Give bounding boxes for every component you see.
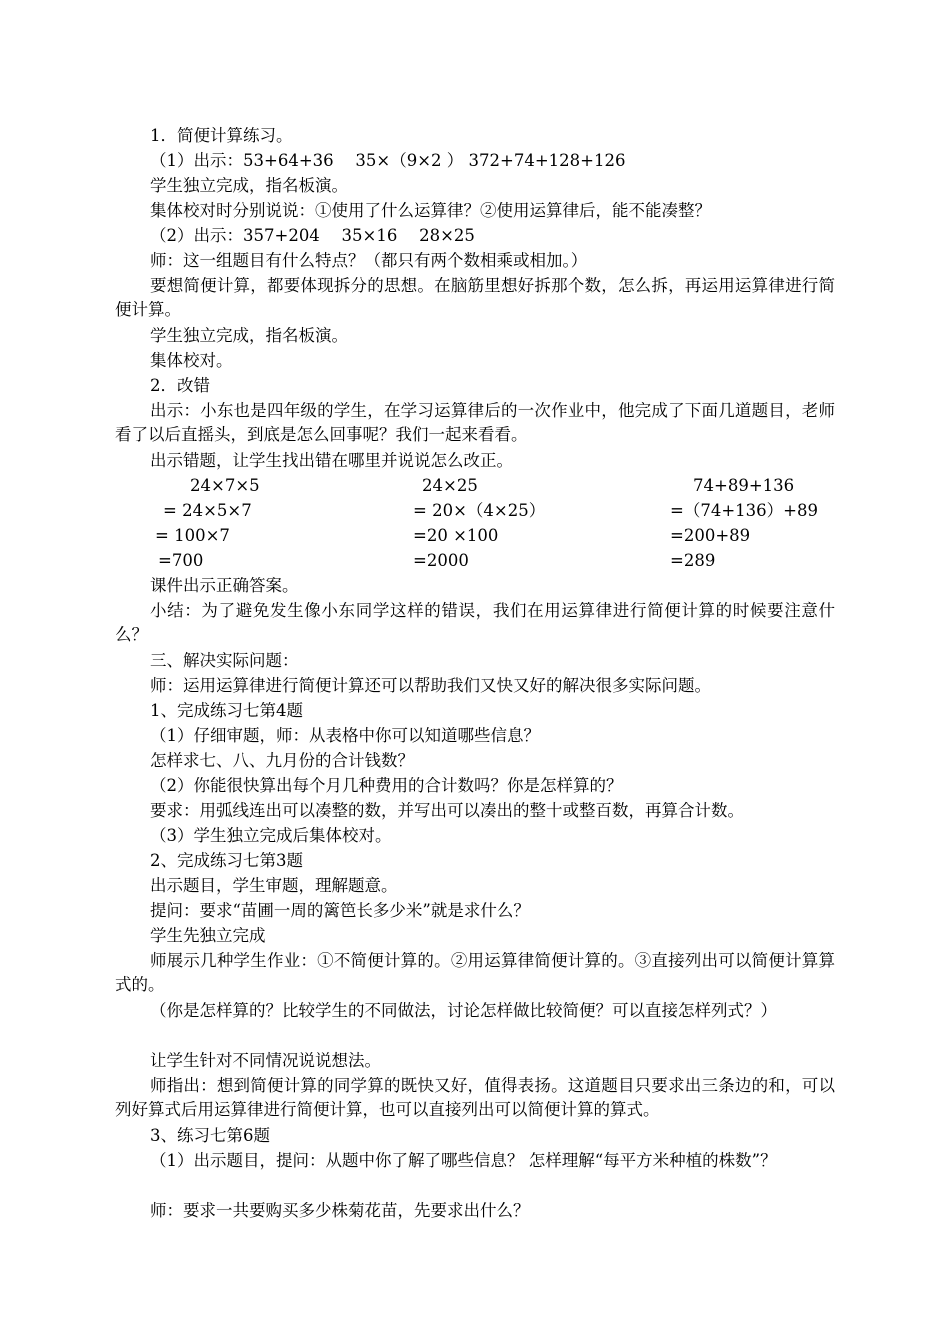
calc-col2-line: =2000 — [413, 551, 469, 570]
calc-col3-line: 74+89+136 — [693, 476, 795, 495]
calc-col3-line: =289 — [670, 551, 716, 570]
paragraph: 要想简便计算，都要体现拆分的思想。在脑筋里想好拆那个数，怎么拆，再运用运算律进行简便计算。 — [115, 276, 835, 319]
text-line: 师：运用运算律进行简便计算还可以帮助我们又快又好的解决很多实际问题。 — [150, 676, 711, 695]
text-line: 让学生针对不同情况说说想法。 — [150, 1051, 381, 1070]
calc-col1-line: =700 — [158, 551, 204, 570]
text-line: 集体校对。 — [150, 351, 233, 370]
paragraph: 小结：为了避免发生像小东同学这样的错误，我们在用运算律进行简便计算的时候要注意什么？ — [115, 601, 835, 644]
text-line: 学生独立完成，指名板演。 — [150, 176, 348, 195]
heading-exercise-4: 1、完成练习七第4题 — [150, 701, 303, 720]
calc-col1-line: = 100×7 — [155, 526, 230, 545]
heading-exercise-6: 3、练习七第6题 — [150, 1126, 270, 1145]
text-line: 出示错题，让学生找出错在哪里并说说怎么改正。 — [150, 451, 513, 470]
calc-col1-line: = 24×5×7 — [163, 501, 252, 520]
text-line: 提问：要求“苗圃一周的篱笆长多少米”就是求什么？ — [150, 901, 530, 920]
text-line: （1）仔细审题，师：从表格中你可以知道哪些信息？ — [150, 726, 540, 745]
text-line: （1）出示：53+64+36 35×（9×2 ） 372+74+128+126 — [150, 151, 626, 170]
text-line: （3）学生独立完成后集体校对。 — [150, 826, 392, 845]
heading-exercise-3: 2、完成练习七第3题 — [150, 851, 303, 870]
paragraph: （你是怎样算的？比较学生的不同做法，讨论怎样做比较简便？可以直接怎样列式？） — [150, 1001, 777, 1020]
paragraph: 出示：小东也是四年级的学生，在学习运算律后的一次作业中，他完成了下面几道题目，老师看了以后直摇头，到底是怎么回事呢？我们一起来看看。 — [115, 401, 835, 444]
heading-correction: 2．改错 — [150, 376, 210, 395]
text-line: 学生独立完成，指名板演。 — [150, 326, 348, 345]
text-line: 怎样求七、八、九月份的合计钱数？ — [150, 751, 414, 770]
calc-col2-line: =20 ×100 — [413, 526, 499, 545]
paragraph: 师指出：想到简便计算的同学算的既快又好，值得表扬。这道题目只要求出三条边的和，可以列好算式后用运算律进行简便计算，也可以直接列出可以简便计算的算式。 — [115, 1076, 835, 1119]
text-line: 出示题目，学生审题，理解题意。 — [150, 876, 398, 895]
text-line: （2）出示：357+204 35×16 28×25 — [150, 226, 475, 245]
text-line: （2）你能很快算出每个月几种费用的合计数吗？你是怎样算的？ — [150, 776, 623, 795]
calc-col2-line: 24×25 — [422, 476, 478, 495]
text-line: 师：这一组题目有什么特点？（都只有两个数相乘或相加。） — [150, 251, 588, 270]
calc-col3-line: =（74+136）+89 — [670, 501, 818, 520]
text-line: 集体校对时分别说说：①使用了什么运算律？②使用运算律后，能不能凑整？ — [150, 201, 711, 220]
calc-col3-line: =200+89 — [670, 526, 751, 545]
calc-col1-line: 24×7×5 — [190, 476, 260, 495]
text-line: 师：要求一共要购买多少株菊花苗，先要求出什么？ — [150, 1201, 530, 1220]
paragraph: 师展示几种学生作业：①不简便计算的。②用运算律简便计算的。③直接列出可以简便计算算式的。 — [115, 951, 835, 994]
paragraph: （1）出示题目，提问：从题中你了解了哪些信息？ 怎样理解“每平方米种植的株数”？ — [150, 1151, 777, 1170]
text-line: 课件出示正确答案。 — [150, 576, 299, 595]
calc-col2-line: = 20×（4×25） — [413, 501, 546, 520]
heading-section-three: 三、解决实际问题： — [150, 651, 299, 670]
heading-simple-calc: 1．简便计算练习。 — [150, 126, 293, 145]
text-line: 学生先独立完成 — [150, 926, 266, 945]
text-line: 要求：用弧线连出可以凑整的数，并写出可以凑出的整十或整百数，再算合计数。 — [150, 801, 744, 820]
